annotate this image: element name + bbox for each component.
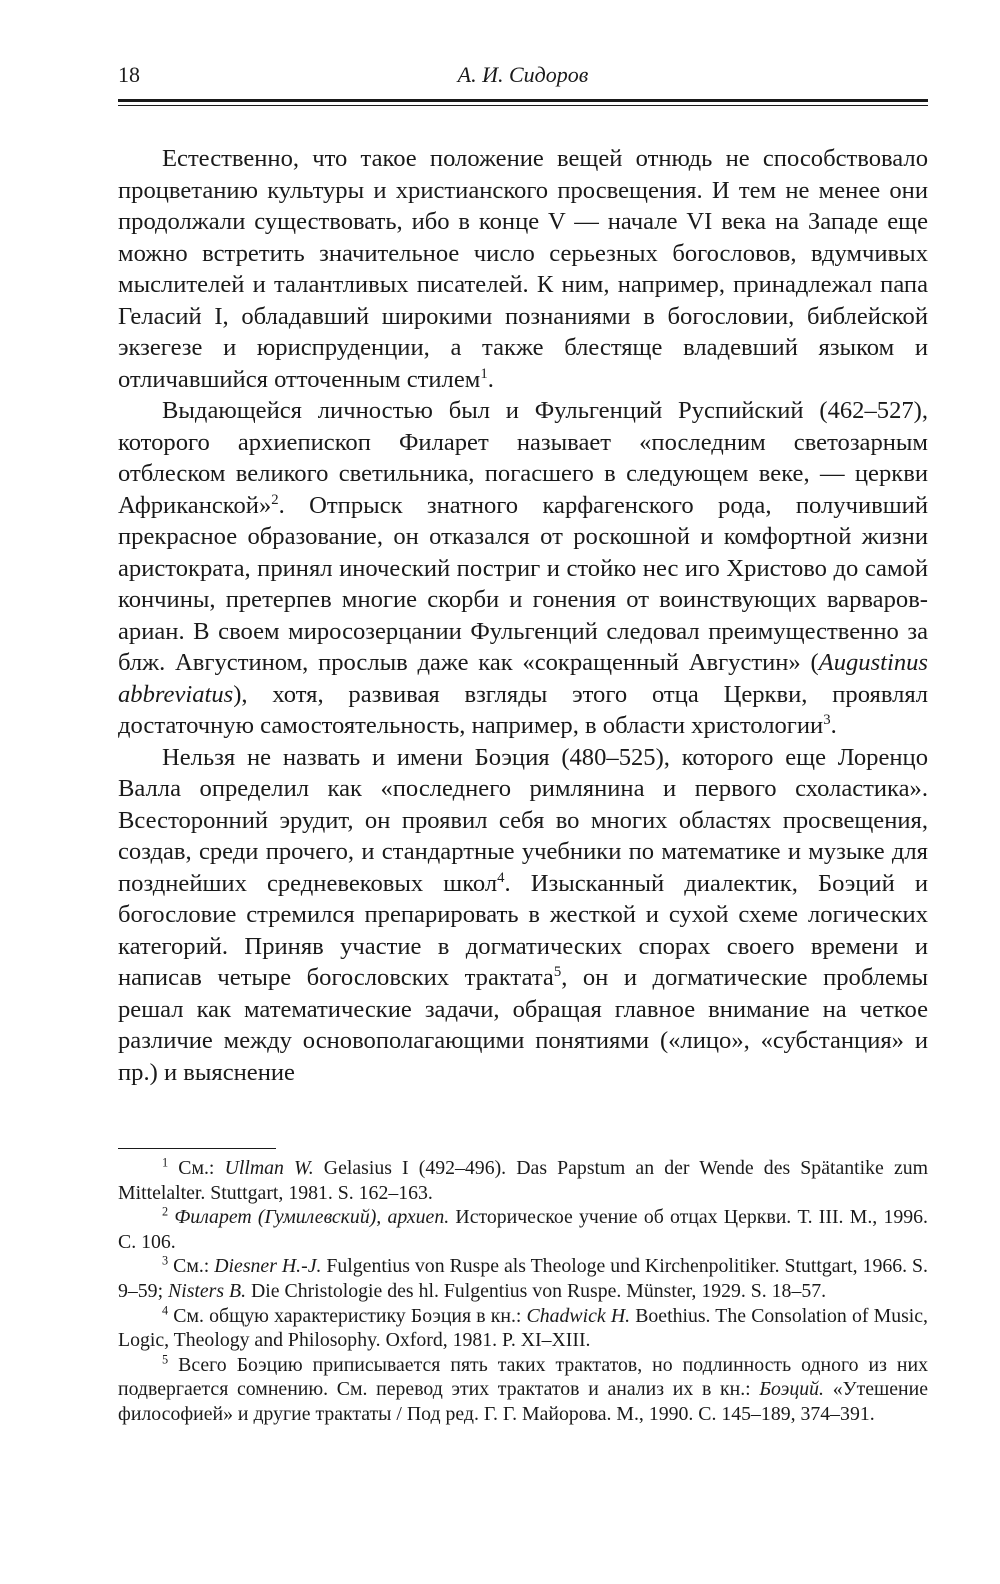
main-text [118, 143, 928, 1088]
footnote-1: $^1$ См.: Ullman W. Gelasius I (492–496). Das Papstum an der Wende des Spätantike zum Mittelalter. Stuttgart, 1981. S. 162–163. [118, 1155, 928, 1204]
running-head: А. И. Сидоров [457, 62, 589, 87]
footnote-ref-4: 4 [497, 869, 505, 886]
footnote-ref-1: 1 [480, 365, 488, 382]
paragraph-3: Нельзя не назвать и имени Боэция (480–525), которого еще Лоренцо Валла определил как «последнего римлянина и первого схоластика». Всесторонний эрудит, он проявил себя во многих областях просвещения, создав, среди прочего, и стандартные учебники по математике и музыке для позднейших средневековых школ$^4$. Изысканный диалектик, Боэций и богословие стремился препарировать в жесткой и сухой схеме логических категорий. Приняв участие в догматических спорах своего времени и написав четыре богословских трактата$^5$, он и догматические проблемы решал как математические задачи, обращая главное внимание на четкое различие между основополагающими понятиями («лицо», «субстанция» и пр.) и выяснение [118, 743, 929, 1086]
footnote-separator [118, 1148, 276, 1149]
paragraph-1: Естественно, что такое положение вещей отнюдь не способствовало процветанию культуры и христианского просвещения. И тем не менее они продолжали существовать, ибо в конце V — начале VI века на Западе еще можно встретить значительное число серьезных богословов, вдумчивых мыслителей и талантливых писателей. К ним, например, принадлежал папа Геласий I, обладавший широкими познаниями в богословии, библейской экзегезе и юриспруденции, а также блестяще владевший языком и отличавшийся отточенным стилем$^1$. [118, 145, 928, 393]
footnotes [118, 1156, 928, 1427]
footnote-5: $^5$ Всего Боэцию приписывается пять таких трактатов, но подлинность одного из них подвергается сомнению. См. перевод этих трактатов и анализ их в кн.: Боэций. «Утешение философией» и другие трактаты / Под ред. Г. Г. Майорова. М., 1990. С. 145–189, 374–391. [118, 1352, 928, 1425]
footnote-ref-2: 2 [271, 491, 279, 508]
header-rule-thick [118, 99, 928, 102]
paragraph-2: Выдающейся личностью был и Фульгенций Руспийский (462–527), которого архиепископ Филарет называет «последним светозарным отблеском великого светильника, погасшего в следующем веке, — церкви Африканской»$^2$. Отпрыск знатного карфагенского рода, получивший прекрасное образование, он отказался от роскошной и комфортной жизни аристократа, принял иноческий постриг и стойко нес иго Христово до самой кончины, претерпев многие скорби и гонения от воинствующих варваров-ариан. В своем миросозерцании Фульгенций следовал преимущественно за блж. Августином, прослыв даже как «сокращенный Августин» (Augustinus abbreviatus), хотя, развивая взгляды этого отца Церкви, проявлял достаточную самостоятельность, например, в области христологии$^3$. [118, 397, 928, 739]
header-rule-thin [118, 105, 928, 106]
footnote-4: $^4$ См. общую характеристику Боэция в кн.: Chadwick H. Boethius. The Consolation of Music, Logic, Theology and Philosophy. Oxford, 1981. P. XI–XIII. [118, 1302, 929, 1352]
footnote-ref-5: 5 [553, 963, 562, 980]
latin-term: Augustinus abbreviatus [118, 649, 928, 708]
footnote-3: $^3$ См.: Diesner H.-J. Fulgentius von Ruspe als Theologe und Kirchenpolitiker. Stuttgart, 1966. S. 9–59; Nisters B. Die Christologie des hl. Fulgentius von Ruspe. Münster, 1929. S. 18–57. [118, 1253, 928, 1302]
page-header [118, 62, 928, 92]
page-number: 18 [118, 62, 140, 87]
footnote-ref-3: 3 [823, 711, 831, 728]
footnote-2: $^2$ Филарет (Гумилевский), архиеп. Историческое учение об отцах Церкви. Т. III. М., 1996. С. 106. [118, 1204, 928, 1253]
